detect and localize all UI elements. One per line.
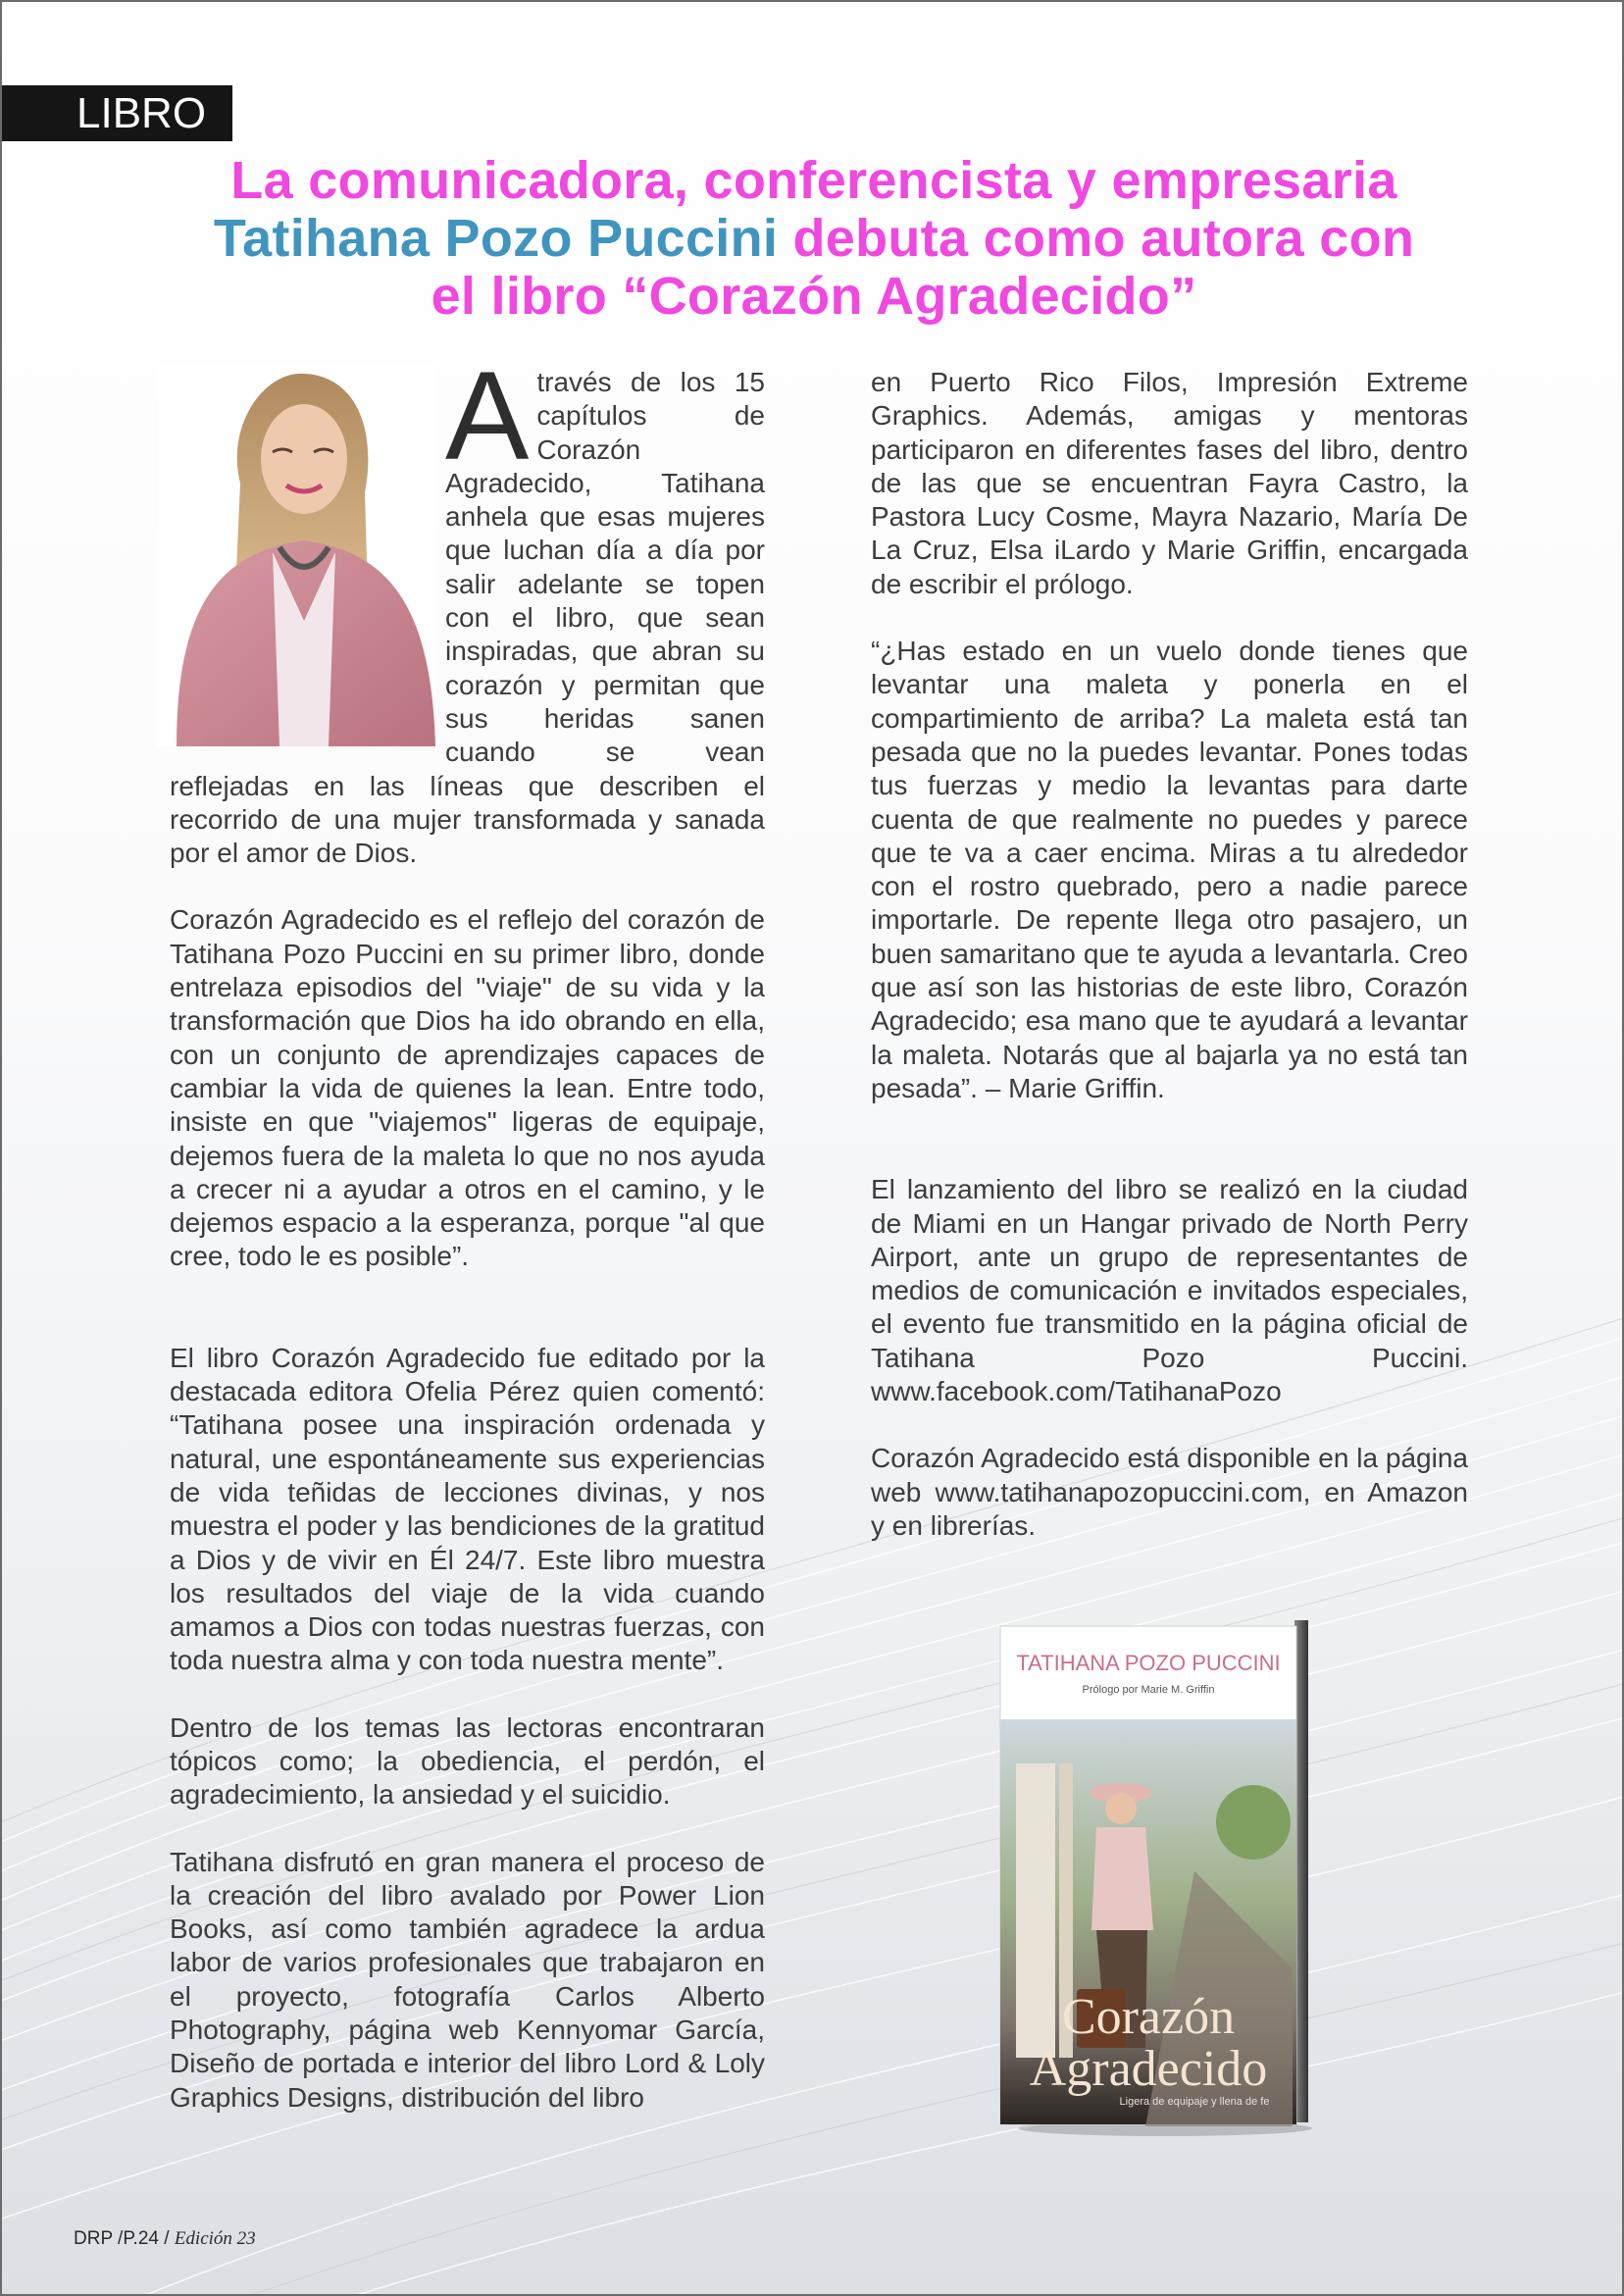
headline-line-1: La comunicadora, conferencista y empresaria xyxy=(230,151,1397,210)
headline-author-name: Tatihana Pozo Puccini xyxy=(213,209,779,268)
left-paragraph-3: El libro Corazón Agradecido fue editado por la destacada editora Ofelia Pérez quien comentó: “Tatihana posee una inspiración ordenada y natural, une espontáneamente sus experiencias de vida teñidas de lecciones divinas, y nos muestra el poder y las bendiciones de la gratitud a Dios y de vivir en Él 24/7. Este libro muestra los resultados del viaje de la vida cuando amamos a Dios con todas nuestras fuerzas, con toda nuestra alma y con toda nuestra mente”. xyxy=(170,1342,765,1676)
right-paragraph-2: “¿Has estado en un vuelo donde tienes que levantar una maleta y ponerla en el compartimiento de arriba? La maleta está tan pesada que no la puedes levantar. Pones todas tus fuerzas y medio la levantas para darte cuenta de que realmente no puedes y parece que te va a caer encima. Miras a tu alrededor con el rostro quebrado, pero a nadie parece importarle. De repente llega otro pasajero, un buen samaritano que te ayuda a levantarla. Creo que así son las historias de este libro, Corazón Agradecido; esa mano que te ayudará a levantar la maleta. Notarás que al bajarla ya no está tan pesada”. – Marie Griffin. xyxy=(871,636,1468,1103)
book-title-line-1: Corazón xyxy=(1061,1989,1236,2045)
book-author: TATIHANA POZO PUCCINI xyxy=(1016,1651,1281,1675)
article-headline xyxy=(147,152,1481,326)
headline-line-3: el libro “Corazón Agradecido” xyxy=(431,267,1197,326)
left-paragraph-1: través de los 15 capítulos de Corazón Agradecido, Tatihana anhela que esas mujeres que luchan día a día por salir adelante se topen con el libro, que sean inspiradas, que abran su corazón y permitan que sus heridas sanen cuando se vean reflejadas en las líneas que describen el recorrido de una mujer transformada y sanada por el amor de Dios. xyxy=(170,367,765,869)
left-paragraph-4: Dentro de los temas las lectoras encontraran tópicos como; la obediencia, el perdón, el agradecimiento, la ansiedad y el suicidio. xyxy=(170,1711,765,1811)
left-paragraph-2: Corazón Agradecido es el reflejo del corazón de Tatihana Pozo Puccini en su primer libro, donde entrelaza episodios del "viaje" de su vida y la transformación que Dios ha ido obrando en ella, con un conjunto de aprendizajes capaces de cambiar la vida de quienes la lean. Entre todo, insiste en que "viajemos" ligeras de equipaje, dejemos fuera de la maleta lo que no nos ayuda a crecer ni a ayudar a otros en el camino, y le dejemos espacio a la esperanza, porque "al que cree, todo le es posible”. xyxy=(170,904,765,1272)
section-tag: LIBRO xyxy=(0,85,232,141)
left-paragraph-5: Tatihana disfrutó en gran manera el proceso de la creación del libro avalado por Power Lion Books, así como también agradece la ardua labor de varios profesionales que trabajaron en el proyecto, fotografía Carlos Alberto Photography, página web Kennyomar García, Diseño de portada e interior del libro Lord & Loly Graphics Designs, distribución del libro xyxy=(170,1846,765,2113)
page-footer xyxy=(74,2228,256,2250)
book-cover-image xyxy=(998,1616,1322,2136)
right-paragraph-1: en Puerto Rico Filos, Impresión Extreme Graphics. Además, amigas y mentoras participaron en diferentes fases del libro, dentro de las que se encuentran Fayra Castro, la Pastora Lucy Cosme, Mayra Nazario, María De La Cruz, Elsa iLardo y Marie Griffin, encargada de escribir el prólogo. xyxy=(871,367,1468,599)
headline-line-2: debuta como autora con xyxy=(792,209,1415,268)
right-paragraph-4: Corazón Agradecido está disponible en la página web www.tatihanapozopuccini.com, en Amazon y en librerías. xyxy=(871,1443,1468,1541)
right-paragraph-3: El lanzamiento del libro se realizó en la ciudad de Miami en un Hangar privado de North Perry Airport, ante un grupo de representantes de medios de comunicación e invitados especiales, el evento fue transmitido en la página oficial de Tatihana Pozo Puccini. www.facebook.com/TatihanaPozo xyxy=(871,1174,1468,1407)
footer-edition: Edición 23 xyxy=(174,2228,256,2249)
author-portrait xyxy=(157,366,435,746)
book-title-line-2: Agradecido xyxy=(1029,2041,1268,2097)
article-column-right xyxy=(871,366,1468,1543)
book-prologue: Prólogo por Marie M. Griffin xyxy=(1082,1684,1215,1696)
drop-cap: A xyxy=(445,346,530,486)
article-column-left xyxy=(170,346,765,2115)
book-subtitle: Ligera de equipaje y llena de fe xyxy=(1119,2096,1270,2108)
footer-page-number: DRP /P.24 / xyxy=(74,2228,175,2249)
